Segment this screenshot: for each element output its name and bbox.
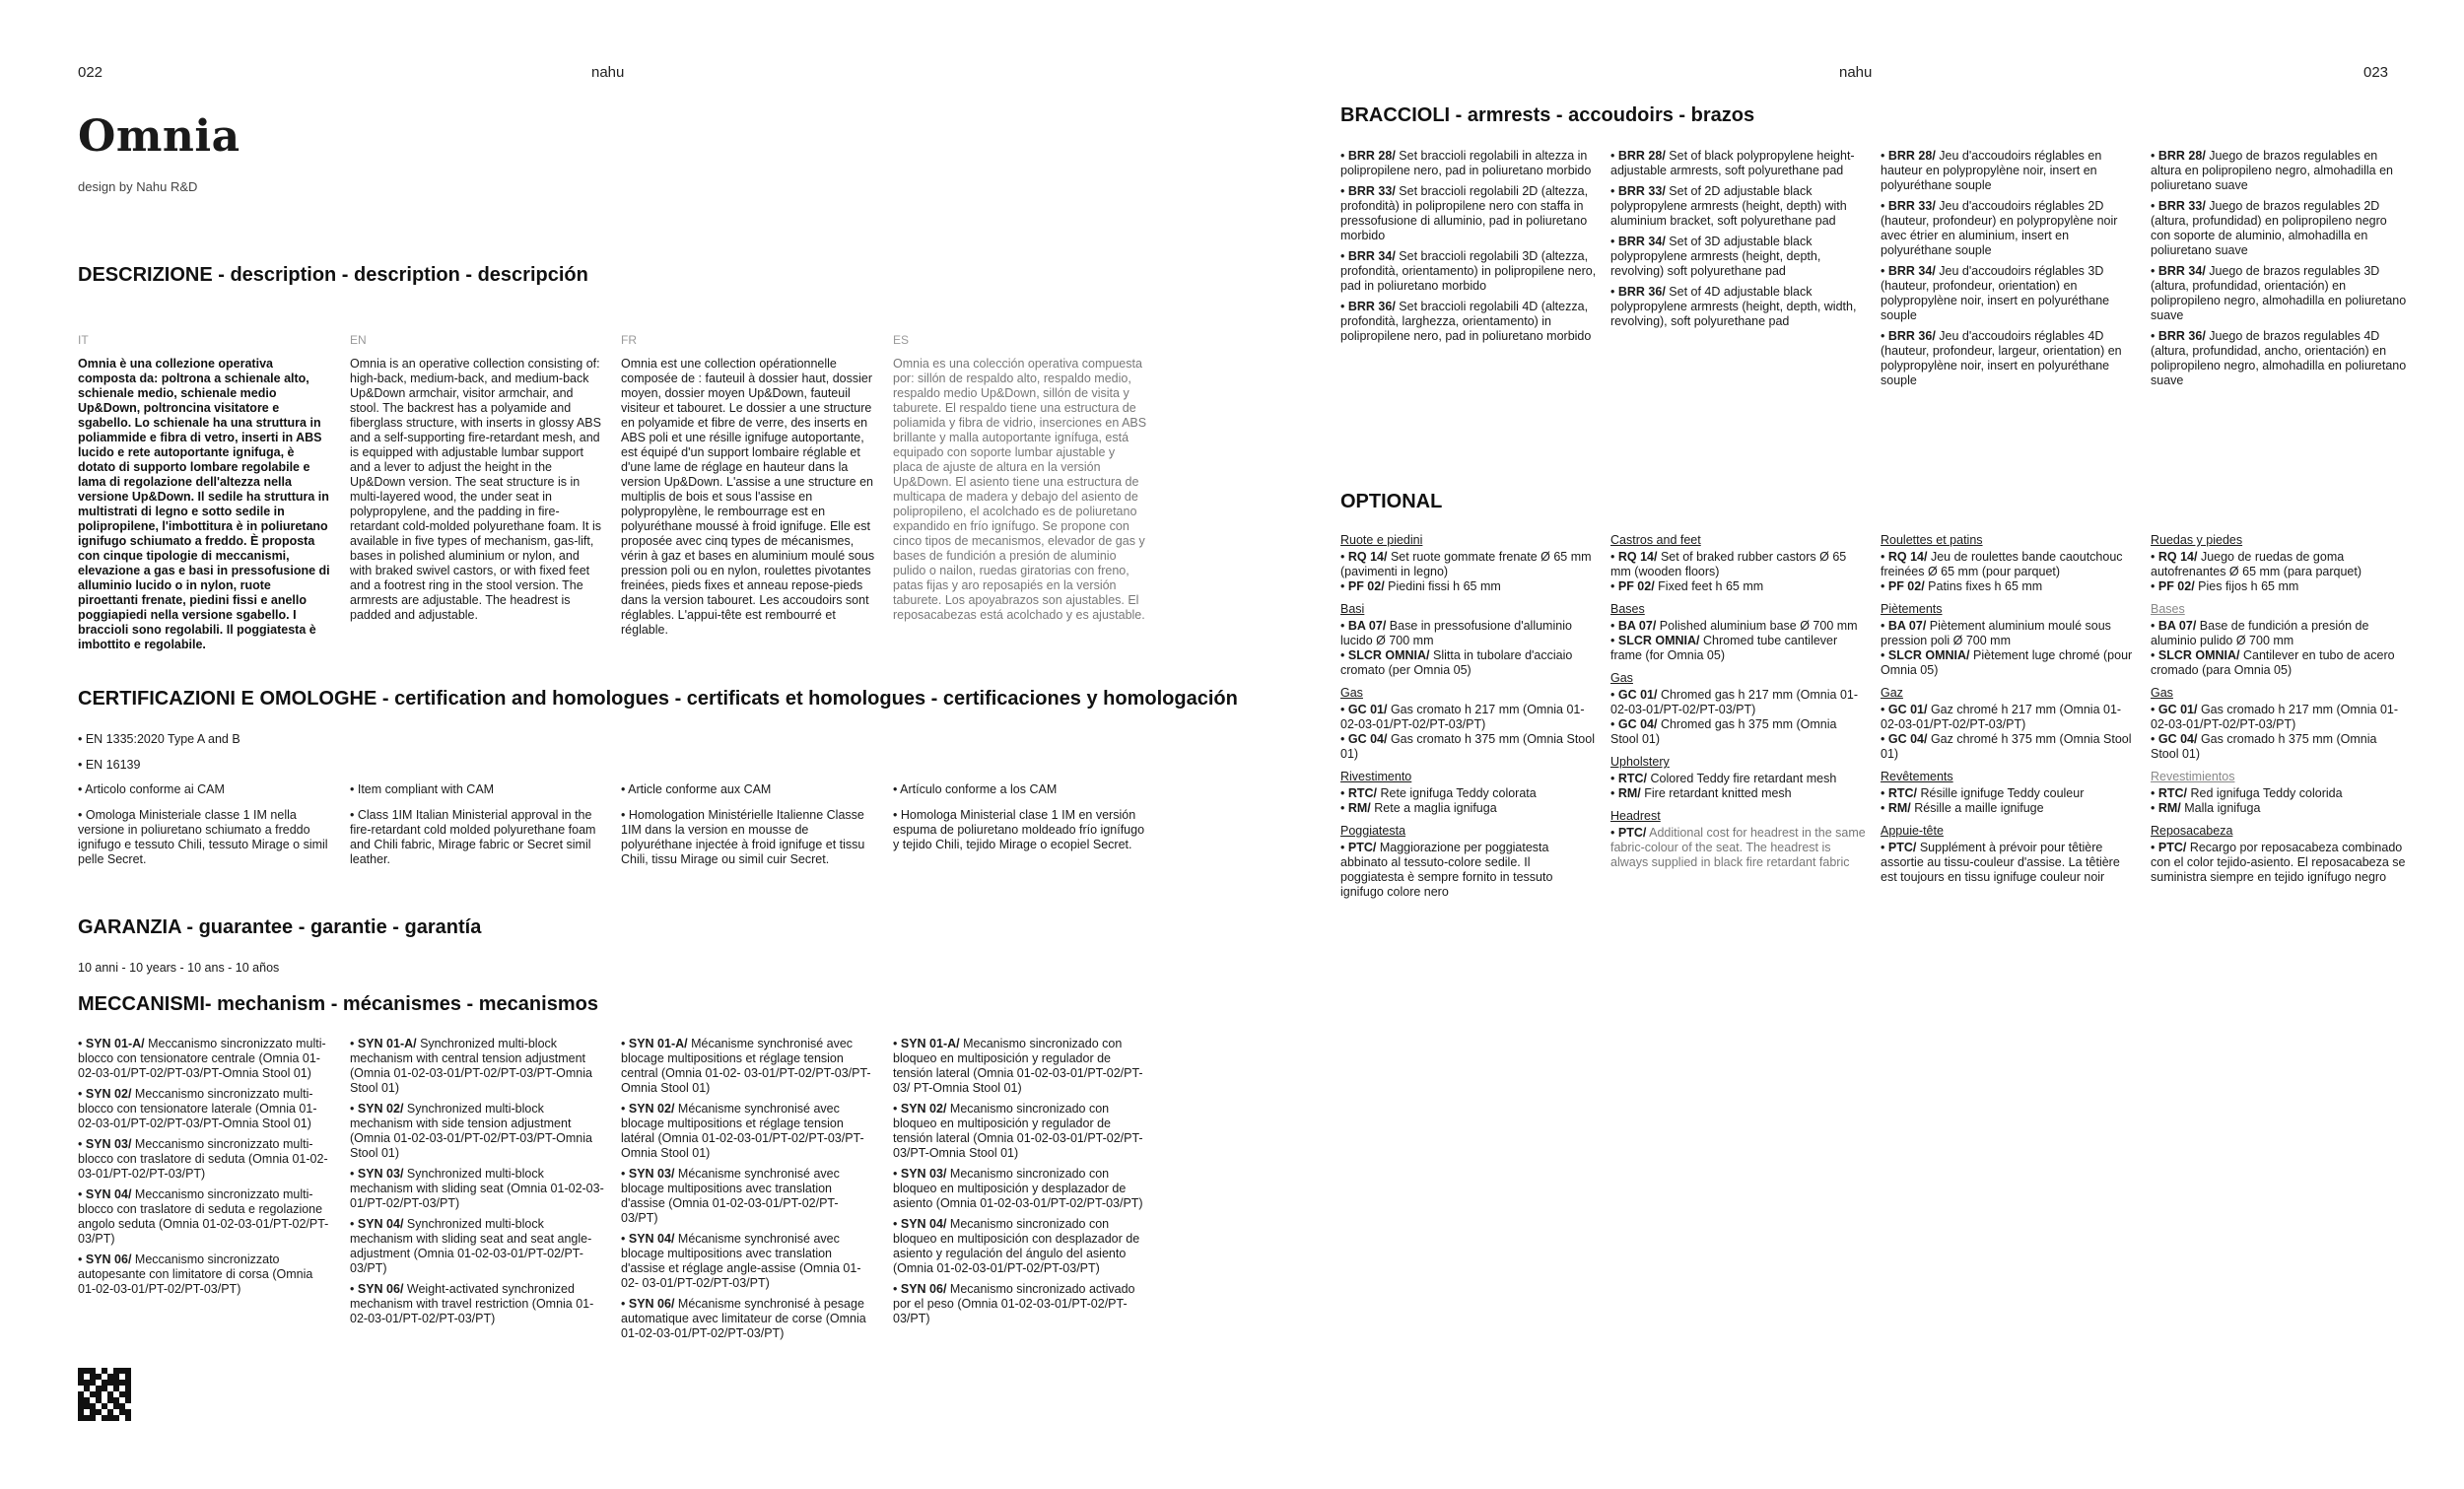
optional-subheading: Ruedas y piedes (2151, 533, 2243, 547)
optional-subheading: Poggiatesta (1340, 824, 1406, 838)
lang-label-fr: FR (621, 333, 637, 347)
optional-subheading: Revêtements (1881, 770, 1953, 783)
optional-line: • PF 02/ Fixed feet h 65 mm (1610, 579, 1764, 593)
optional-line: • RM/ Fire retardant knitted mesh (1610, 786, 1792, 800)
optional-line: • PTC/ Recargo por reposacabeza combinado con el color tejido-asiento. El reposacabeza se suministra siempre en tejido ignífugo negro (2151, 841, 2406, 884)
mechanism-item: • SYN 01-A/ Mecanismo sincronizado con bloqueo en multiposición y regulador de tensión lateral (Omnia 01-02-03-01/PT-02/PT-03/ PT-Omnia Stool 01) (893, 1037, 1143, 1095)
mechanism-item: • SYN 01-A/ Mécanisme synchronisé avec blocage multipositions et réglage tension central (Omnia 01-02- 03-01/PT-02/PT-03/PT-Omnia Stool 01) (621, 1037, 871, 1095)
description-heading: DESCRIZIONE - description - description - descripción (78, 264, 588, 286)
optional-line: • RQ 14/ Juego de ruedas de goma autofrenantes Ø 65 mm (para parquet) (2151, 550, 2362, 578)
description-text-en: Omnia is an operative collection consisting of: high-back, medium-back, and medium-back Up&Down armchair, visitor armchair, and stool. The backrest has a polyamide and fiberglass structure, with inserts in glossy ABS and a self-supporting fire-retardant mesh, and is equipped with adjustable lumbar support and a lever to adjust the height in the Up&Down version. The seat structure is in multi-layered wood, the under seat in polypropylene, and the padding in fire-retardant cold-molded polyurethane foam. It is available in five types of mechanism, gas-lift, bases in polished aluminium or nylon, and with braked swivel castors, or with fixed feet and a footrest ring in the stool version. The armrests are adjustable. The headrest is padded and adjustable. (350, 357, 601, 622)
optional-line: • RQ 14/ Jeu de roulettes bande caoutchouc freinées Ø 65 mm (pour parquet) (1881, 550, 2123, 578)
optional-line: • GC 04/ Chromed gas h 375 mm (Omnia Stool 01) (1610, 717, 1837, 746)
lang-label-es: ES (893, 333, 910, 347)
cert-en1335: • EN 1335:2020 Type A and B (78, 732, 240, 746)
optional-line: • BA 07/ Base de fundición a presión de aluminio pulido Ø 700 mm (2151, 619, 2369, 647)
description-text-es: Omnia es una colección operativa compuesta por: sillón de respaldo alto, respaldo medio, respaldo medio Up&Down, sillón de visita y taburete. El respaldo tiene una estructura de poliamida y fibra de vidrio, inserciones en ABS brillante y malla autoportante ignífuga, está equipado con soporte lumbar ajustable y placa de ajuste de altura en la versión Up&Down. El asiento tiene una estructura de multicapa de madera y debajo del asiento de polipropileno, el acolchado es de poliuretano expandido en frío ignífugo. Se propone con cinco tipos de mecanismos, elevador de gas y bases de fundición a presión de aluminio pulido o nailon, ruedas giratorias con freno, patas fijas y aro reposapiés en la versión taburete. Los apoyabrazos son ajustables. El reposacabezas está acolchado y es ajustable. (893, 357, 1147, 622)
armrest-item: • BRR 36/ Set braccioli regolabili 4D (altezza, profondità, larghezza, orientamento) in polipropilene nero, pad in poliuretano morbido (1340, 300, 1592, 343)
optional-subheading: Basi (1340, 602, 1365, 616)
mechanism-item: • SYN 04/ Mécanisme synchronisé avec blocage multipositions avec translation d'assise et réglage angle-assise (Omnia 01-02- 03-01/PT-02/PT-03/PT) (621, 1232, 861, 1290)
optional-subheading: Bases (1610, 602, 1645, 616)
lang-label-it: IT (78, 333, 89, 347)
armrests-column-en (1610, 149, 1867, 335)
mechanisms-column-en (350, 1037, 604, 1332)
lang-label-en: EN (350, 333, 367, 347)
cert-en16139: • EN 16139 (78, 758, 141, 772)
optional-column-es (2151, 525, 2407, 885)
cam-fr: • Article conforme aux CAM (621, 782, 772, 796)
mechanisms-column-es (893, 1037, 1147, 1332)
guarantee-text: 10 anni - 10 years - 10 ans - 10 años (78, 961, 280, 975)
optional-line: • RTC/ Red ignifuga Teddy colorida (2151, 786, 2343, 800)
byline: design by Nahu R&D (78, 179, 198, 194)
optional-subheading: Headrest (1610, 809, 1661, 823)
optional-column-fr (1881, 525, 2137, 885)
optional-line: • RTC/ Rete ignifuga Teddy colorata (1340, 786, 1537, 800)
mechanism-item: • SYN 04/ Meccanismo sincronizzato multi-blocco con traslatore di seduta e regolazione angolo seduta (Omnia 01-02-03-01/PT-02/PT-03/PT) (78, 1187, 329, 1246)
armrest-item: • BRR 36/ Jeu d'accoudoirs réglables 4D (hauteur, profondeur, largeur, orientation) en polypropylène noir, insert en polyuréthane souple (1881, 329, 2122, 387)
armrest-item: • BRR 28/ Juego de brazos regulables en altura en polipropileno negro, almohadilla en poliuretano suave (2151, 149, 2394, 192)
armrest-item: • BRR 34/ Set of 3D adjustable black polypropylene armrests (height, depth, revolving) soft polyurethane pad (1610, 235, 1821, 278)
optional-line: • BA 07/ Polished aluminium base Ø 700 mm (1610, 619, 1858, 633)
mechanism-item: • SYN 06/ Mecanismo sincronizado activado por el peso (Omnia 01-02-03-01/PT-02/PT-03/PT) (893, 1282, 1135, 1325)
mechanism-item: • SYN 03/ Mécanisme synchronisé avec blocage multipositions avec translation d'assise (Omnia 01-02-03-01/PT-02/PT-03/PT) (621, 1167, 840, 1225)
optional-line: • SLCR OMNIA/ Piètement luge chromé (pour Omnia 05) (1881, 648, 2133, 677)
mechanism-item: • SYN 01-A/ Meccanismo sincronizzato multi-blocco con tensionatore centrale (Omnia 01-02-03-01/PT-02/PT-03/PT-Omnia Stool 01) (78, 1037, 326, 1080)
mechanisms-column-it (78, 1037, 332, 1303)
optional-subheading: Gas (2151, 686, 2173, 700)
homologation-en: • Class 1IM Italian Ministerial approval in the fire-retardant cold molded polyurethane foam and Chili fabric, Mirage fabric or Secret simil leather. (350, 808, 596, 866)
optional-line: • BA 07/ Base in pressofusione d'alluminio lucido Ø 700 mm (1340, 619, 1572, 647)
armrest-item: • BRR 28/ Jeu d'accoudoirs réglables en hauteur en polypropylène noir, insert en polyuréthane souple (1881, 149, 2102, 192)
armrest-item: • BRR 34/ Set braccioli regolabili 3D (altezza, profondità, orientamento) in polipropilene nero, pad in poliuretano morbido (1340, 249, 1597, 293)
armrest-item: • BRR 33/ Juego de brazos regulables 2D (altura, profundidad) en polipropileno negro con soporte de aluminio, almohadilla en poliuretano suave (2151, 199, 2387, 257)
mechanism-item: • SYN 02/ Mécanisme synchronisé avec blocage multipositions et réglage tension latéral (Omnia 01-02-03-01/PT-02/PT-03/PT-Omnia Stool 01) (621, 1102, 864, 1160)
optional-subheading: Bases (2151, 602, 2185, 616)
optional-line: • GC 01/ Gaz chromé h 217 mm (Omnia 01-02-03-01/PT-02/PT-03/PT) (1881, 703, 2122, 731)
armrest-item: • BRR 33/ Set of 2D adjustable black polypropylene armrests (height, depth) with aluminium bracket, soft polyurethane pad (1610, 184, 1847, 228)
armrest-item: • BRR 34/ Juego de brazos regulables 3D (altura, profundidad, orientación) en polipropileno negro, almohadilla en poliuretano suave (2151, 264, 2407, 322)
mechanism-item: • SYN 01-A/ Synchronized multi-block mechanism with central tension adjustment (Omnia 01-02-03-01/PT-02/PT-03/PT-Omnia Stool 01) (350, 1037, 592, 1095)
optional-line: • GC 04/ Gas cromado h 375 mm (Omnia Stool 01) (2151, 732, 2377, 761)
optional-subheading: Ruote e piedini (1340, 533, 1423, 547)
mechanism-item: • SYN 06/ Meccanismo sincronizzato autopesante con limitatore di corsa (Omnia 01-02-03-01/PT-02/PT-03/PT) (78, 1252, 313, 1296)
certifications-heading: CERTIFICAZIONI E OMOLOGHE - certification and homologues - certificats et homologues - certificaciones y homologación (78, 688, 1238, 710)
optional-line: • RM/ Rete a maglia ignifuga (1340, 801, 1497, 815)
optional-subheading: Gas (1610, 671, 1633, 685)
optional-line: • PF 02/ Patins fixes h 65 mm (1881, 579, 2043, 593)
optional-line: • SLCR OMNIA/ Cantilever en tubo de acero cromado (para Omnia 05) (2151, 648, 2395, 677)
armrests-heading: BRACCIOLI - armrests - accoudoirs - brazos (1340, 104, 1755, 126)
armrests-column-it (1340, 149, 1597, 350)
mechanism-item: • SYN 06/ Weight-activated synchronized mechanism with travel restriction (Omnia 01-02-03-01/PT-02/PT-03/PT) (350, 1282, 594, 1325)
page-title: Omnia (78, 111, 240, 162)
optional-line: • PTC/ Additional cost for headrest in the same fabric-colour of the seat. The headrest is always supplied in black fire retardant fabric (1610, 826, 1866, 869)
optional-line: • GC 04/ Gaz chromé h 375 mm (Omnia Stool 01) (1881, 732, 2132, 761)
mechanism-item: • SYN 02/ Synchronized multi-block mechanism with side tension adjustment (Omnia 01-02-03-01/PT-02/PT-03/PT-Omnia Stool 01) (350, 1102, 592, 1160)
optional-column-en (1610, 525, 1867, 870)
armrest-item: • BRR 36/ Set of 4D adjustable black polypropylene armrests (height, depth, width, revolving), soft polyurethane pad (1610, 285, 1857, 328)
optional-subheading: Upholstery (1610, 755, 1670, 769)
page-number-left: 022 (78, 64, 103, 81)
optional-subheading: Appuie-tête (1881, 824, 1944, 838)
optional-column-it (1340, 525, 1597, 900)
optional-heading: OPTIONAL (1340, 491, 1443, 512)
armrest-item: • BRR 28/ Set of black polypropylene height-adjustable armrests, soft polyurethane pad (1610, 149, 1855, 177)
optional-line: • PF 02/ Pies fijos h 65 mm (2151, 579, 2299, 593)
optional-line: • RQ 14/ Set ruote gommate frenate Ø 65 mm (pavimenti in legno) (1340, 550, 1592, 578)
optional-line: • RTC/ Résille ignifuge Teddy couleur (1881, 786, 2085, 800)
mechanism-item: • SYN 04/ Synchronized multi-block mechanism with sliding seat and seat angle-adjustment (Omnia 01-02-03-01/PT-02/PT-03/PT) (350, 1217, 592, 1275)
mechanisms-heading: MECCANISMI- mechanism - mécanismes - mecanismos (78, 993, 598, 1015)
homologation-fr: • Homologation Ministérielle Italienne Classe 1IM dans la version en mousse de polyuréthane injectée à froid ignifuge et tissu Chili, tissu Mirage ou simil cuir Secret. (621, 808, 865, 866)
optional-subheading: Gaz (1881, 686, 1903, 700)
page-number-right: 023 (2363, 64, 2389, 81)
cam-es: • Artículo conforme a los CAM (893, 782, 1058, 796)
armrest-item: • BRR 33/ Set braccioli regolabili 2D (altezza, profondità) in polipropilene nero con staffa in pressofusione di alluminio, pad in poliuretano morbido (1340, 184, 1589, 242)
cam-it: • Articolo conforme ai CAM (78, 782, 225, 796)
optional-subheading: Castros and feet (1610, 533, 1701, 547)
optional-line: • GC 01/ Chromed gas h 217 mm (Omnia 01-02-03-01/PT-02/PT-03/PT) (1610, 688, 1859, 716)
optional-line: • SLCR OMNIA/ Chromed tube cantilever frame (for Omnia 05) (1610, 634, 1838, 662)
cam-en: • Item compliant with CAM (350, 782, 495, 796)
optional-line: • PTC/ Maggiorazione per poggiatesta abbinato al tessuto-colore sedile. Il poggiatesta è sempre fornito in tessuto ignifugo colore nero (1340, 841, 1553, 899)
optional-subheading: Roulettes et patins (1881, 533, 1983, 547)
optional-line: • RM/ Malla ignifuga (2151, 801, 2261, 815)
armrest-item: • BRR 34/ Jeu d'accoudoirs réglables 3D (hauteur, profondeur, orientation) en polypropylène noir, insert en polyuréthane souple (1881, 264, 2110, 322)
homologation-it: • Omologa Ministeriale classe 1 IM nella versione in poliuretano schiumato a freddo ignifugo e tessuto Chili, tessuto Mirage o simil pelle Secret. (78, 808, 328, 866)
optional-subheading: Piètements (1881, 602, 1943, 616)
optional-subheading: Revestimientos (2151, 770, 2235, 783)
optional-line: • RM/ Résille a maille ignifuge (1881, 801, 2044, 815)
optional-line: • GC 01/ Gas cromato h 217 mm (Omnia 01-02-03-01/PT-02/PT-03/PT) (1340, 703, 1585, 731)
description-text-it: Omnia è una collezione operativa composta da: poltrona a schienale alto, schienale medio, schienale medio Up&Down, poltroncina visitatore e sgabello. Lo schienale ha una struttura in poliammide e fibra di vetro, inserti in ABS lucido e rete autoportante ignifuga, è dotato di supporto lombare regolabile e lama di regolazione dell'altezza nella versione Up&Down. Il sedile ha struttura in multistrati di legno e sotto sedile in polipropilene, l'imbottitura è in poliuretano ignifugo schiumato a freddo. È proposta con cinque tipologie di meccanismi, elevazione a gas e basi in pressofusione di alluminio lucido o in nylon, ruote piroettanti frenate, piedini fissi e anello poggiapiedi nella versione sgabello. I braccioli sono regolabili. Il poggiatesta è imbottito e regolabile. (78, 357, 330, 651)
optional-line: • GC 04/ Gas cromato h 375 mm (Omnia Stool 01) (1340, 732, 1595, 761)
description-text-fr: Omnia est une collection opérationnelle composée de : fauteuil à dossier haut, dossier moyen, dossier moyen Up&Down, fauteuil visiteur et tabouret. Le dossier a une structure en polyamide et fibre de verre, des inserts en ABS poli et une résille ignifuge autoportante, est équipé d'un support lombaire réglable et d'une lame de réglage en hauteur dans la version Up&Down. L'assise a une structure en multiplis de bois et sous l'assise en polypropylène, le rembourrage est en polyuréthane moussé à froid ignifuge. Elle est proposée avec cinq types de mécanismes, vérin à gaz et bases en aluminium moulé sous pression poli ou en nylon, roulettes pivotantes freinées, pieds fixes et anneau repose-pieds dans la version tabouret. Les accoudoirs sont réglables. L'appui-tête est rembourré et réglable. (621, 357, 875, 637)
mechanism-item: • SYN 02/ Meccanismo sincronizzato multi-blocco con tensionatore laterale (Omnia 01-02-03-01/PT-02/PT-03/PT-Omnia Stool 01) (78, 1087, 317, 1130)
optional-subheading: Reposacabeza (2151, 824, 2233, 838)
armrest-item: • BRR 36/ Juego de brazos regulables 4D (altura, profundidad, ancho, orientación) en polipropileno negro, almohadilla en poliuretano suave (2151, 329, 2407, 387)
optional-subheading: Rivestimento (1340, 770, 1412, 783)
optional-line: • RTC/ Colored Teddy fire retardant mesh (1610, 772, 1837, 785)
optional-subheading: Gas (1340, 686, 1363, 700)
optional-line: • SLCR OMNIA/ Slitta in tubolare d'acciaio cromato (per Omnia 05) (1340, 648, 1573, 677)
mechanism-item: • SYN 03/ Mecanismo sincronizado con bloqueo en multiposición y desplazador de asiento (Omnia 01-02-03-01/PT-02/PT-03/PT) (893, 1167, 1143, 1210)
mechanism-item: • SYN 03/ Synchronized multi-block mechanism with sliding seat (Omnia 01-02-03-01/PT-02/PT-03/PT) (350, 1167, 604, 1210)
optional-line: • PF 02/ Piedini fissi h 65 mm (1340, 579, 1501, 593)
armrest-item: • BRR 28/ Set braccioli regolabili in altezza in polipropilene nero, pad in poliuretano morbido (1340, 149, 1592, 177)
armrest-item: • BRR 33/ Jeu d'accoudoirs réglables 2D (hauteur, profondeur) en polypropylène noir avec étrier en aluminium, insert en polyuréthane souple (1881, 199, 2118, 257)
optional-line: • GC 01/ Gas cromado h 217 mm (Omnia 01-02-03-01/PT-02/PT-03/PT) (2151, 703, 2399, 731)
qr-code-icon[interactable] (78, 1368, 131, 1421)
mechanisms-column-fr (621, 1037, 875, 1347)
homologation-es: • Homologa Ministerial clase 1 IM en versión espuma de poliuretano moldeado frío ignífugo y tejido Chili, tejido Mirage o ecopiel Secret. (893, 808, 1145, 851)
optional-line: • BA 07/ Piètement aluminium moulé sous pression poli Ø 700 mm (1881, 619, 2111, 647)
brand-header-left: nahu (591, 64, 625, 81)
brand-header-right: nahu (1839, 64, 1873, 81)
mechanism-item: • SYN 03/ Meccanismo sincronizzato multi-blocco con traslatore di seduta (Omnia 01-02-03-01/PT-02/PT-03/PT) (78, 1137, 328, 1181)
armrests-column-fr (1881, 149, 2137, 394)
armrests-column-es (2151, 149, 2407, 394)
mechanism-item: • SYN 04/ Mecanismo sincronizado con bloqueo en multiposición con desplazador de asiento y regulación del ángulo del asiento (Omnia 01-02-03-01/PT-02/PT-03/PT) (893, 1217, 1140, 1275)
mechanism-item: • SYN 06/ Mécanisme synchronisé à pesage automatique avec limitateur de corse (Omnia 01-02-03-01/PT-02/PT-03/PT) (621, 1297, 866, 1340)
optional-line: • PTC/ Supplément à prévoir pour têtière assortie au tissu-couleur d'assise. La têtière est toujours en tissu ignifuge couleur noir (1881, 841, 2120, 884)
mechanism-item: • SYN 02/ Mecanismo sincronizado con bloqueo en multiposición y regulador de tensión lateral (Omnia 01-02-03-01/PT-02/PT-03/PT-Omnia Stool 01) (893, 1102, 1143, 1160)
optional-line: • RQ 14/ Set of braked rubber castors Ø 65 mm (wooden floors) (1610, 550, 1847, 578)
guarantee-heading: GARANZIA - guarantee - garantie - garantía (78, 916, 482, 938)
